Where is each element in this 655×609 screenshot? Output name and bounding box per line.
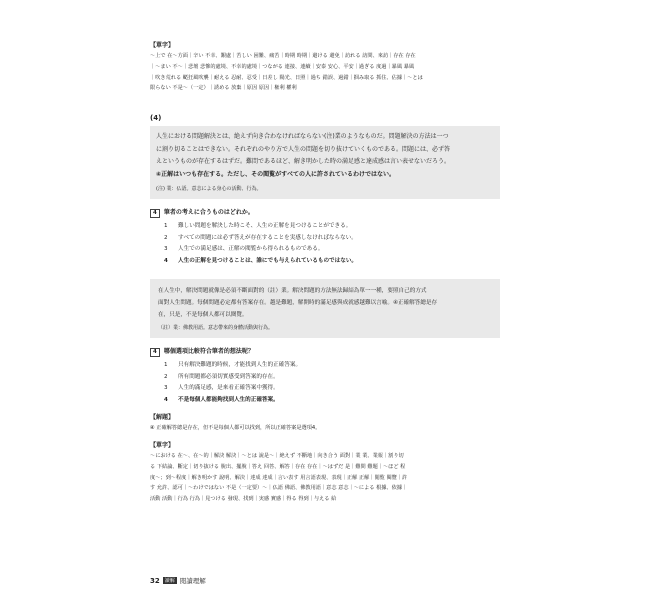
options-list <box>164 221 500 267</box>
option-text: 人生での満足感は、正解の閲覧から得られるものである。 <box>178 246 324 253</box>
vocab-line: ｜～まい 不～｜悲壇 悲慘的處境、不幸的處境｜つながる 連接、連續｜安泰 安心、平安｜過ぎる 度過｜暴風 暴風 <box>150 63 415 70</box>
option-text: 人生の正解を見つけることは、誰にでも与えられているものではない。 <box>178 257 358 264</box>
question-text: 筆者の考えに合うものはどれか。 <box>163 209 254 217</box>
translation-note: （註）業：佛教用語。意志帶來的身體活動與行為。 <box>158 325 274 332</box>
option-text: すべての問題には必ず答えが存在することを実感しなければならない。 <box>178 234 357 241</box>
vocab-line: 限らない 不是～（一定）｜誘める 放棄｜原因 原因｜権利 權利 <box>150 85 297 92</box>
vocab-line: る 下結論、斷定｜切り抜ける 脫出、擺脫｜答え 回答、解答｜存在 存在｜～はずだ 是｜難問 難題｜～ほど 程 <box>150 463 406 470</box>
option-item <box>164 244 500 256</box>
page-footer <box>150 576 206 585</box>
option-number: 4 <box>164 257 168 264</box>
option-text: 只有解決難題的時候，才能找到人生的正確答案。 <box>178 362 302 369</box>
option-item-correct <box>164 395 500 407</box>
passage-line: えというものが存在するはずだ。難問であるほど、解き明かした時の満足感と達成感は言い表せないだろう。 <box>156 158 451 166</box>
passage-line: ④正解はいつも存在する。ただし、その閲覧がすべての人に許されているわけではない。 <box>156 170 395 178</box>
option-item <box>164 383 500 395</box>
explanation-text: ④ 正確解答總是存在，但不是每個人都可以找到，所以正確答案是選項4。 <box>150 425 321 432</box>
page-content <box>150 40 500 505</box>
translation-line: 面對人生問題。每個問題必定都有答案存在。越是難題，解開時的滿足感與成就感越難以言喻。④正確解答總是存 <box>158 300 438 307</box>
option-item <box>164 360 500 372</box>
option-text: 不是每個人都能夠找到人生的正確答案。 <box>178 396 279 403</box>
option-number: 3 <box>164 246 168 253</box>
passage-line: 人生における問題解決とは、絶えず向き合わなければならない(注)業のようなものだ。問題解決の方法は一つ <box>156 133 449 141</box>
option-number: 4 <box>164 396 168 403</box>
vocab-line: ～上で 在～方面｜辛い 不幸、艱處｜苦しい 困難、痛苦｜時期 時期｜避ける 避免｜訪れる 訪問、來訪｜存在 存在 <box>150 53 416 59</box>
translation-box <box>150 279 500 338</box>
vocab-line: 度～；到～程度｜解き明かす 說明、解決｜達成 達成｜言い表す 用言語表現、表現｜正解 正解｜閲覧 閱覽｜許 <box>150 474 408 481</box>
question-line-zh <box>150 346 500 357</box>
question-number-box: 4 <box>150 348 160 357</box>
question-label: (4) <box>150 114 162 123</box>
vocab-header: 【單字】 <box>150 441 175 449</box>
option-number: 2 <box>164 373 168 380</box>
vocab-line: 活動 活動｜行為 行為｜見つける 發現、找到｜実感 實感｜得る 得到｜与える 給 <box>150 496 337 503</box>
passage-note: (注) 業：仏語。意志による身心の活動、行為。 <box>156 186 262 193</box>
translation-line: 在，只是，不是每個人都可以閱覽。 <box>158 312 248 319</box>
section-name: 閱讀理解 <box>179 577 206 585</box>
question-text-zh: 哪個選項比較符合筆者的想法呢？ <box>163 348 254 356</box>
option-number: 2 <box>164 234 168 241</box>
option-text: 所有問題都必須切實感受到答案的存在。 <box>178 373 279 380</box>
option-number: 3 <box>164 385 168 392</box>
chapter-tag: 讀解 <box>164 578 175 584</box>
option-item <box>164 221 500 233</box>
option-number: 1 <box>164 362 168 369</box>
vocab-section-2 <box>150 440 500 505</box>
option-item-correct <box>164 256 500 268</box>
passage-line: に割り切ることはできない。それぞれのやり方で人生の問題を切り抜けていくものである。問題には、必ず答 <box>156 145 451 153</box>
vocab-header: 【單字】 <box>150 42 175 49</box>
option-item <box>164 233 500 245</box>
vocab-section-1 <box>150 40 500 94</box>
option-number: 1 <box>164 223 168 230</box>
passage-box <box>150 126 500 199</box>
vocab-line: す 允許、認可｜～わけではない 不是（一定要）～｜仏語 佛語、佛教用語｜意志 意志｜～による 根據、依據｜ <box>150 485 408 492</box>
options-list-zh <box>164 360 500 406</box>
option-text: 難しい問題を解決した時こそ、人生の正解を見つけることができる。 <box>178 223 352 230</box>
vocab-line: ～における 在～、在～的｜解決 解決｜～とは 說是～｜絶えず 不斷地｜向き合う 面對｜業 業、業報｜割り切 <box>150 452 404 459</box>
vocab-line: ｜吹き荒れる 颳狂風吹襲｜耐える 忍耐、忍受｜日差し 陽光、日照｜過ち 錯誤、過錯｜掴み取る 抓住、佔據｜～とは <box>150 74 423 81</box>
explanation-header: 【解題】 <box>150 414 175 422</box>
explanation-section <box>150 412 500 434</box>
question-number-box: 4 <box>150 209 160 218</box>
question-line <box>150 207 500 218</box>
page-number: 32 <box>150 576 160 585</box>
translation-line: 在人生中，解決問題就像是必須不斷面對的（註）業。解決問題的方法無法歸結為單一一種，要照自己的方式 <box>158 288 427 295</box>
option-text: 人生的滿足感，是來看正確答案中獲得。 <box>178 385 279 392</box>
option-item <box>164 372 500 384</box>
